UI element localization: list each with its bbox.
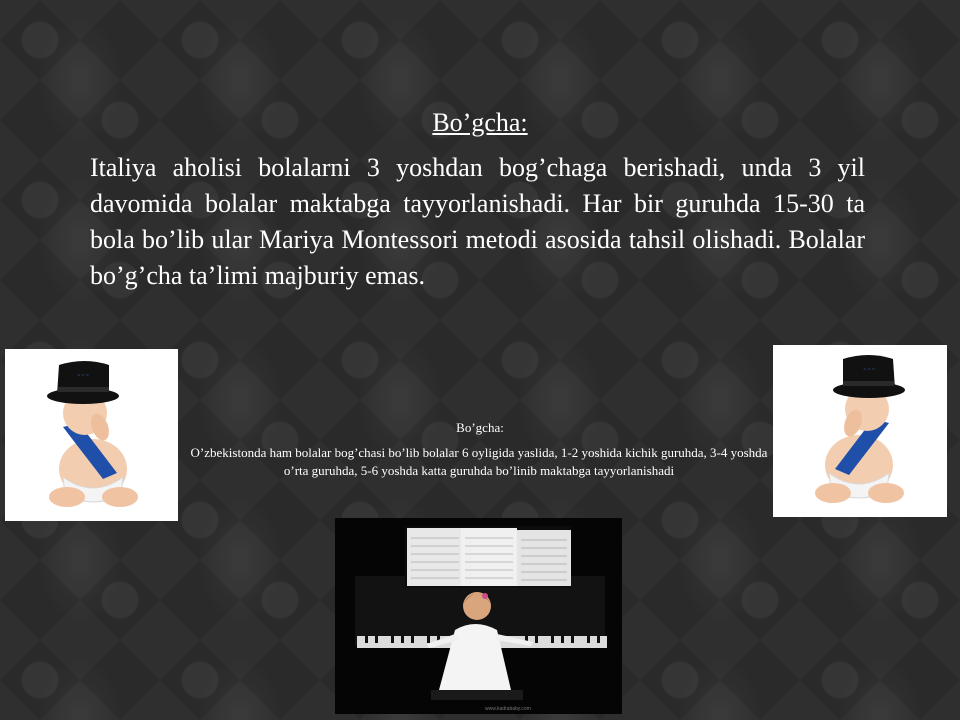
svg-text:~ ~ ~: ~ ~ ~ (77, 373, 89, 379)
svg-text:~ ~ ~: ~ ~ ~ (863, 367, 875, 373)
secondary-paragraph: O’zbekistonda ham bolalar bog’chasi bo’lib bolalar 6 oyligida yaslida, 1-2 yoshida kichik guruhda, 3-4 yoshda o’rta guruhda, 5-6 yoshda katta guruhda bo’linib maktabga tayyorlanishadi (190, 445, 768, 478)
piano-illustration (335, 518, 622, 714)
piano-girl-photo (335, 518, 622, 714)
main-paragraph: Italiya aholisi bolalarni 3 yoshdan bog’chaga berishadi, unda 3 yil davomida bolalar maktabga tayyorlanishadi. Har bir guruhda 15-30 ta bola bo’lib ular Mariya Montessori metodi asosida tahsil olishadi. Bolalar bo’g’cha ta’limi majburiy emas. (90, 153, 865, 290)
secondary-title: Bo’gcha: (456, 420, 504, 435)
slide-title: Bo’gcha: (432, 108, 528, 137)
piano-photo-watermark: www.kadrababy.com (485, 706, 531, 712)
